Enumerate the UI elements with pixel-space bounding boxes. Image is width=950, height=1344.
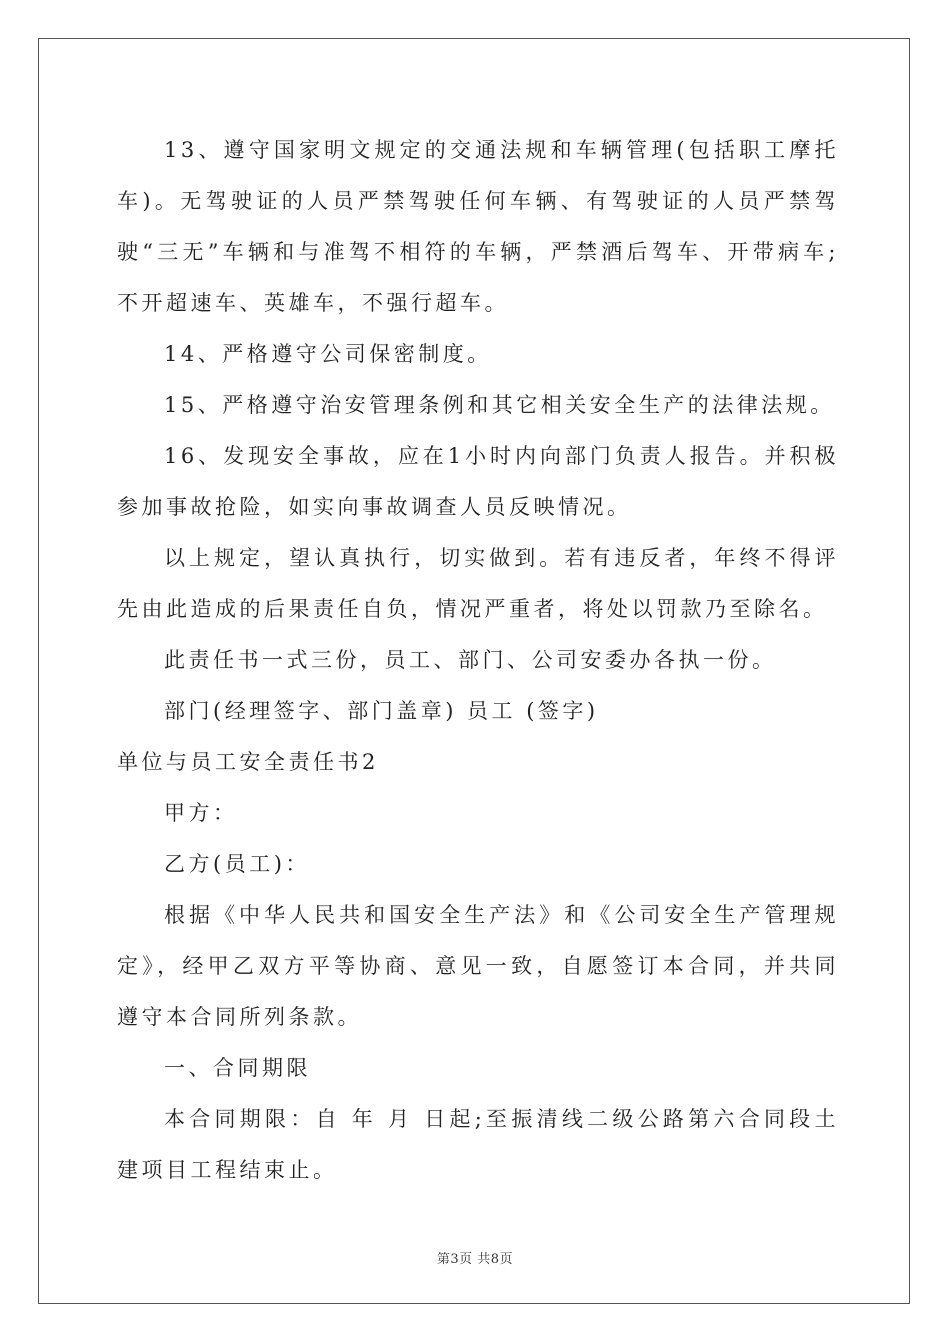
paragraph-15: 15、严格遵守治安管理条例和其它相关安全生产的法律法规。 — [164, 393, 835, 417]
paragraph-13: 13、遵守国家明文规定的交通法规和车辆管理(包括职工摩托车)。无驾驶证的人员严禁驾驶任何车辆、有驾驶证的人员严禁驾驶“三无”车辆和与准驾不相符的车辆，严禁酒后驾车、开带病车;不开超速车、英雄车，不强行超车。 — [117, 138, 839, 315]
paragraph-16: 16、发现安全事故，应在1小时内向部门负责人报告。并积极参加事故抢险，如实向事故调查人员反映情况。 — [117, 444, 839, 519]
paragraph-conclusion: 以上规定，望认真执行，切实做到。若有违反者，年终不得评先由此造成的后果责任自负，情况严重者，将处以罚款乃至除名。 — [117, 546, 839, 621]
heading-contract-term: 一、合同期限 — [164, 1056, 311, 1080]
paragraph-contract-term: 本合同期限：自 年 月 日起;至振清线二级公路第六合同段土建项目工程结束止。 — [117, 1107, 839, 1182]
page-footer: 第3页 共8页 — [436, 1252, 514, 1267]
paragraph-basis: 根据《中华人民共和国安全生产法》和《公司安全生产管理规定》，经甲乙双方平等协商、意见一致，自愿签订本合同，并共同遵守本合同所列条款。 — [117, 903, 839, 1029]
section-title: 单位与员工安全责任书2 — [117, 750, 379, 774]
document-body — [117, 125, 839, 1196]
party-a: 甲方： — [164, 801, 238, 825]
party-b: 乙方(员工)： — [164, 852, 310, 876]
signature-line: 部门(经理签字、部门盖章) 员工 (签字) — [164, 699, 599, 723]
paragraph-14: 14、严格遵守公司保密制度。 — [164, 342, 492, 366]
paragraph-copies: 此责任书一式三份，员工、部门、公司安委办各执一份。 — [164, 648, 777, 672]
